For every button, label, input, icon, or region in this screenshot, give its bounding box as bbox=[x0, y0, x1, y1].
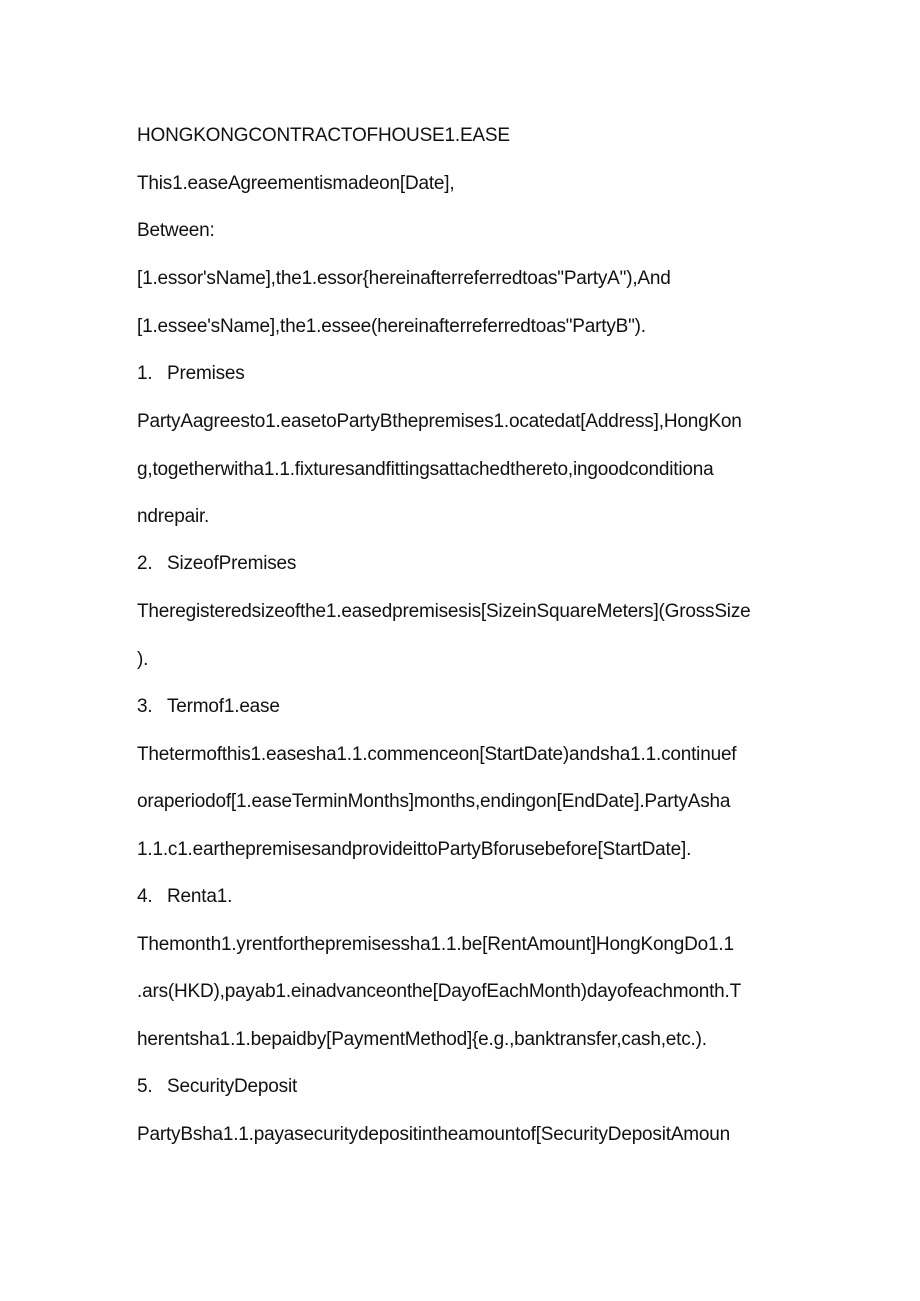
section-text-line: g,togetherwitha1.1.fixturesandfittingsattachedthereto,ingoodconditiona bbox=[137, 459, 714, 480]
party-a-line: [1.essor'sName],the1.essor{hereinafterreferredtoas"PartyA"),And bbox=[137, 268, 671, 289]
section-text-line: Themonth1.yrentforthepremisessha1.1.be[RentAmount]HongKongDo1.1 bbox=[137, 934, 734, 955]
between-label: Between: bbox=[137, 220, 215, 241]
section-title: Premises bbox=[167, 363, 245, 384]
section-number: 3. bbox=[137, 696, 153, 717]
section-number: 2. bbox=[137, 553, 153, 574]
section-text-line: 1.1.c1.earthepremisesandprovideittoPartyBforusebefore[StartDate]. bbox=[137, 839, 692, 860]
section-title: SecurityDeposit bbox=[167, 1076, 298, 1097]
section-number: 4. bbox=[137, 886, 153, 907]
section-text-line: Thetermofthis1.easesha1.1.commenceon[StartDate)andsha1.1.continuef bbox=[137, 744, 737, 765]
section-heading bbox=[137, 362, 245, 386]
section-title: Termof1.ease bbox=[167, 696, 280, 717]
section-text-line: oraperiodof[1.easeTerminMonths]months,endingon[EndDate].PartyAsha bbox=[137, 791, 731, 812]
section-heading bbox=[137, 552, 296, 576]
intro-line: This1.easeAgreementismadeon[Date], bbox=[137, 173, 455, 194]
section-text-line: herentsha1.1.bepaidby[PaymentMethod]{e.g.,banktransfer,cash,etc.). bbox=[137, 1029, 707, 1050]
section-number: 1. bbox=[137, 363, 153, 384]
section-title: Renta1. bbox=[167, 886, 233, 907]
section-number: 5. bbox=[137, 1076, 153, 1097]
section-text-line: .ars(HKD),payab1.einadvanceonthe[DayofEachMonth)dayofeachmonth.T bbox=[137, 981, 741, 1002]
section-text-line: ). bbox=[137, 649, 149, 670]
section-text-line: PartyAagreesto1.easetoPartyBthepremises1.ocatedat[Address],HongKon bbox=[137, 411, 742, 432]
section-heading bbox=[137, 695, 280, 719]
section-text-line: ndrepair. bbox=[137, 506, 210, 527]
section-heading bbox=[137, 1075, 297, 1099]
document-title: HONGKONGCONTRACTOFHOUSE1.EASE bbox=[137, 125, 510, 146]
section-text-line: PartyBsha1.1.payasecuritydepositintheamountof[SecurityDepositAmoun bbox=[137, 1124, 731, 1145]
party-b-line: [1.essee'sName],the1.essee(hereinafterreferredtoas"PartyB"). bbox=[137, 316, 646, 337]
section-heading bbox=[137, 885, 232, 909]
section-title: SizeofPremises bbox=[167, 553, 297, 574]
section-text-line: Theregisteredsizeofthe1.easedpremisesis[SizeinSquareMeters](GrossSize bbox=[137, 601, 751, 622]
